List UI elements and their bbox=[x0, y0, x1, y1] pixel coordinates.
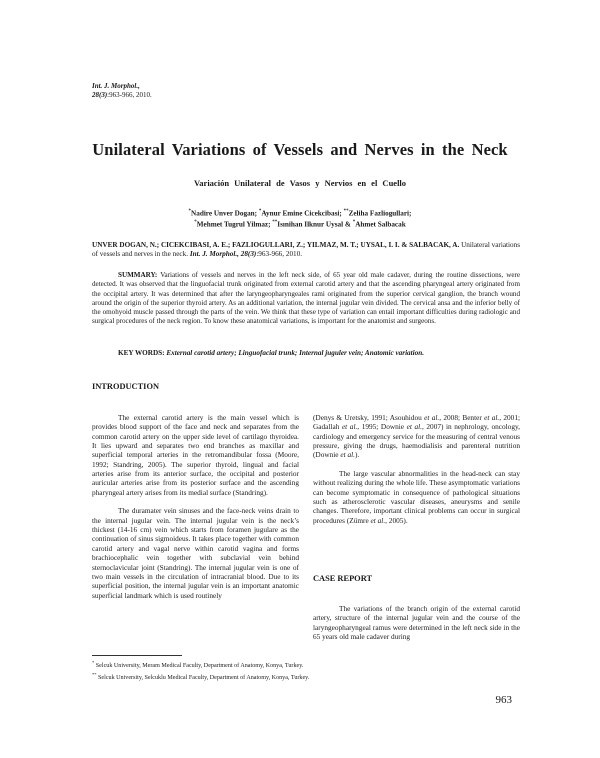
summary-abstract bbox=[92, 271, 520, 327]
footnote-1 bbox=[92, 659, 309, 671]
author-ampersand: & bbox=[344, 220, 351, 229]
author-name: Nadire Unver Dogan; bbox=[191, 209, 258, 218]
intro-paragraph-2: The duramater vein sinuses and the face-neck veins drain to the internal jugular vein. The internal jugular vein is the neck’s thickest (14-16 cm) vein which starts from foramen jugulare as the continuation of sinus sigmoideus. It takes place together with common carotid artery and vagal nerve within carotid vagina and forms brachiocephalic vein together with subclavial vein behind sternoclavicular joint (Standring). The internal jugular vein is one of two main vessels in the circulation of intracranial blood. Due to its superficial position, the internal jugular vein is an important anatomic superficial landmark which is used routinely bbox=[92, 506, 299, 600]
text-run: , 1995; Downie bbox=[357, 422, 407, 432]
footnote-mark: ** bbox=[92, 671, 97, 677]
author-name: Zeliha Fazliogullari; bbox=[348, 209, 412, 218]
author-name: Ahmet Salbacak bbox=[355, 220, 406, 229]
summary-text: Variations of vessels and nerves in the left neck side, of 65 year old male cadaver, during the routine dissections, were detected. It was observed that the linguofacial trunk originated from external carotid artery and that the ascending pharyngeal artery originated from the occipital artery. It was determined that after the laryngeopharyngeales rami originated from the superior cervical ganglion, the branch wound around the origin of the superior thyroid artery. As an additional variation, the internal jugular vein divided. The cervical ansa and the inferior belly of the omohyoid muscle passed through the parts of the vein. We think that these type of variation can entail important difficulties during radiologic and surgical procedures of the neck region. To know these anatomical variations, is important for the anatomist and surgeons. bbox=[92, 271, 520, 326]
author-line-2 bbox=[100, 218, 500, 229]
et-al: et al. bbox=[424, 413, 440, 422]
affiliation-mark: * bbox=[258, 209, 262, 214]
section-heading-introduction: INTRODUCTION bbox=[92, 382, 160, 391]
right-column bbox=[313, 413, 520, 525]
keywords-block bbox=[118, 349, 520, 357]
affiliation-mark: ** bbox=[343, 209, 349, 214]
author-name: Isınihan Ilknur Uysal bbox=[277, 220, 344, 229]
et-al: et al. bbox=[406, 422, 422, 432]
text-run: , 2001; Gadallah bbox=[313, 413, 520, 432]
summary-label: SUMMARY: bbox=[118, 271, 158, 279]
et-al: et al. bbox=[484, 413, 500, 422]
pages-year: :963-966, 2010. bbox=[107, 91, 152, 99]
citation-block bbox=[92, 241, 520, 260]
citation-pages: :963-966, 2010. bbox=[256, 250, 303, 259]
affiliation-mark: ** bbox=[272, 220, 278, 226]
journal-reference bbox=[92, 82, 152, 100]
keywords-label: KEY WORDS: bbox=[118, 349, 165, 357]
left-column bbox=[92, 413, 299, 600]
text-run: ). bbox=[354, 450, 360, 460]
text-run: , 2008; Benter bbox=[439, 413, 485, 422]
journal-volume bbox=[92, 91, 152, 100]
et-al: et al. bbox=[341, 422, 358, 432]
footnotes bbox=[92, 659, 309, 682]
volume-number: 28(3) bbox=[92, 91, 108, 99]
text-run: The large vascular abnormalities in the head-neck can stay without realizing during the whole life. These asymptomatic variations can become symptomatic in consequence of pathological situations such as atherosclerotic vascular diseases, aneurysms and senile changes. Therefore, important clinical problems can occur in surgical procedures (Zümre bbox=[313, 469, 520, 525]
citation-authors: UNVER DOGAN, N.; CICEKCIBASI, A. E.; FAZLIOGULLARI, Z.; YILMAZ, M. T.; UYSAL, I. I. & SALBACAK, A. bbox=[92, 241, 460, 249]
text-run: , 2005). bbox=[385, 515, 408, 525]
author-list bbox=[100, 207, 500, 230]
affiliation-mark: * bbox=[194, 220, 197, 226]
citation-text: Unilateral variations of vessels and nerves in the neck. bbox=[92, 241, 520, 259]
case-paragraph-1: The variations of the branch origin of the external carotid artery, structure of the internal jugular vein and the course of the laryngeopharyngeal ramus were determined in the left neck side in the 65 years old male cadaver during bbox=[313, 604, 520, 642]
author-name: Mehmet Tugrul Yilmaz; bbox=[196, 220, 271, 229]
footnote-mark: * bbox=[92, 660, 95, 665]
et-al: et al. bbox=[340, 450, 355, 460]
article-title: Unilateral Variations of Vessels and Nerves in the Neck bbox=[92, 140, 508, 159]
intro-paragraph-3 bbox=[313, 413, 520, 460]
author-line-1 bbox=[100, 207, 500, 218]
section-heading-case-report: CASE REPORT bbox=[313, 574, 373, 583]
affiliation-mark: * bbox=[188, 209, 192, 214]
journal-name: Int. J. Morphol., bbox=[92, 82, 140, 90]
affiliation-mark: * bbox=[352, 220, 356, 226]
article-subtitle: Variación Unilateral de Vasos y Nervios en el Cuello bbox=[193, 178, 407, 188]
text-run: , 2007) in nephrology, oncology, cardiology and emergency service for the measuring of central venous pressure, giving the drugs, haemodialisis and parenteral nutrition (Downie bbox=[313, 422, 520, 460]
text-run: (Denys & Uretsky, 1991; Asouhidou bbox=[313, 413, 425, 422]
page-number: 963 bbox=[495, 694, 512, 706]
author-name: Aynur Emine Cicekcibasi; bbox=[261, 209, 342, 218]
et-al: et al. bbox=[370, 515, 386, 525]
footnote-2 bbox=[92, 671, 309, 683]
intro-paragraph-1: The external carotid artery is the main vessel which is provides blood support of the face and neck and separates from the common carotid artery on the upper side level of cartilago thyroidea. It lies upward and separates two end branches as maxillar and superficial temporal arteries in the retromandibular fossa (Moore, 1992; Standring, 2005). The superior thyroid, lingual and facial arteries arise from its anterior surface, the occipital and posterior auricular arteries arise from its posterior surface and the ascending pharyngeal artery arises from its medial surface (Standring). bbox=[92, 413, 299, 497]
footnote-text: Selcuk University, Selcuklu Medical Faculty, Department of Anatomy, Konya, Turkey. bbox=[98, 674, 310, 681]
intro-paragraph-4 bbox=[313, 469, 520, 525]
citation-journal: Int. J. Morphol., 28(3) bbox=[189, 250, 257, 259]
footnote-text: Selcuk University, Meram Medical Faculty, Department of Anatomy, Konya, Turkey. bbox=[95, 663, 304, 670]
case-report-column bbox=[313, 604, 520, 641]
footnote-divider bbox=[92, 655, 182, 656]
keywords-text: External carotid artery; Linguofacial trunk; Internal juguler vein; Anatomic variation. bbox=[166, 349, 425, 357]
